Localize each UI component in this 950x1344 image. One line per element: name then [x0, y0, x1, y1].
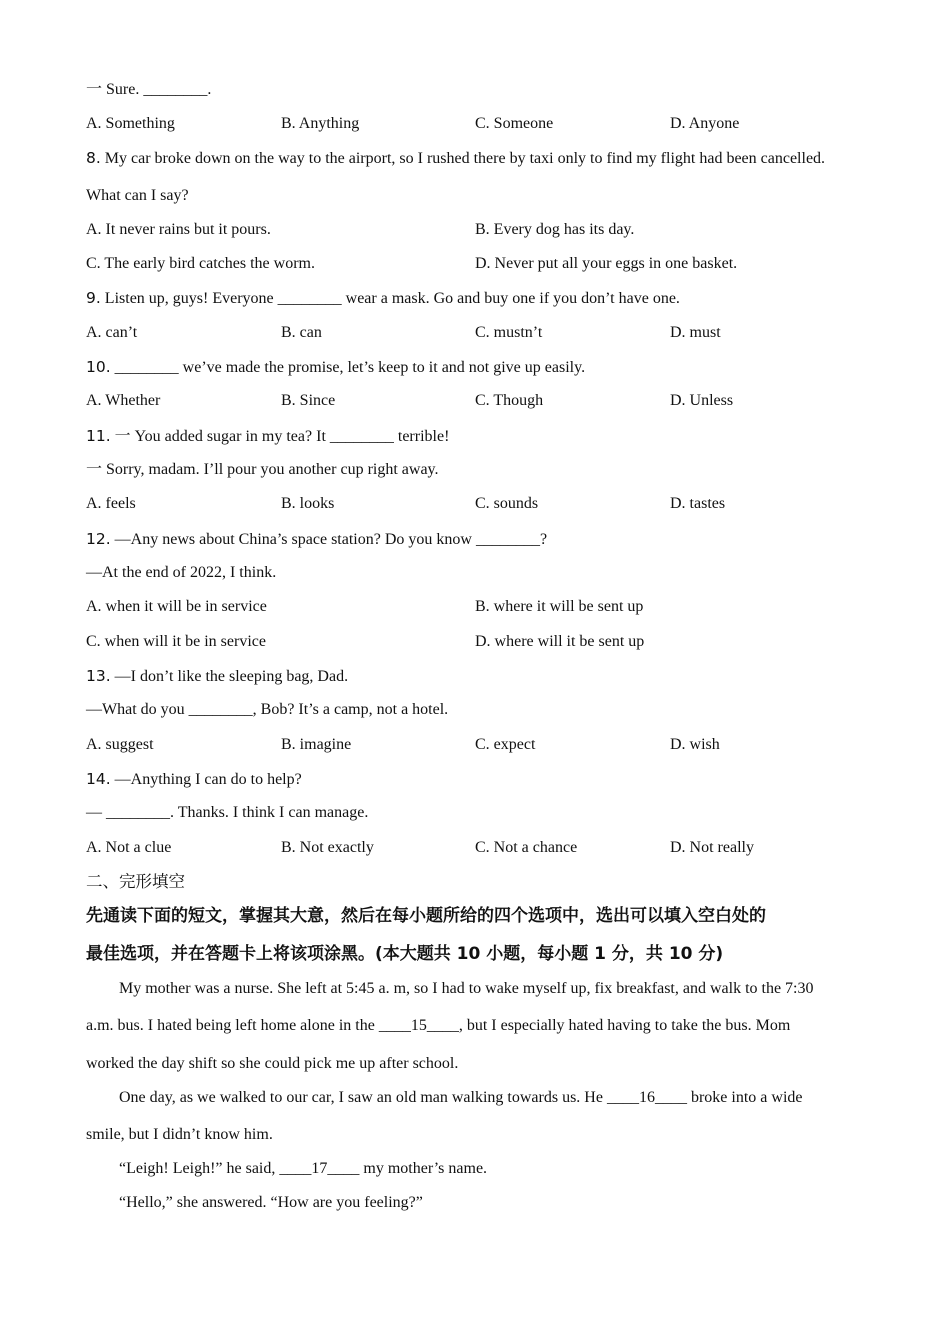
q9-option-b: B. can — [281, 324, 322, 341]
blank-15: ____15____ — [378, 1017, 459, 1034]
q9-question — [86, 287, 680, 310]
passage-text: my mother’s name. — [359, 1160, 488, 1177]
q14-number: 14. — [86, 770, 111, 788]
blank-17: ____17____ — [279, 1160, 360, 1177]
q10-number: 10. — [86, 358, 111, 376]
q12-number: 12. — [86, 530, 111, 548]
q10-option-d: D. Unless — [670, 392, 734, 409]
section-instructions-1: 先通读下面的短文，掌握其大意，然后在每小题所给的四个选项中，选出可以填入空白处的 — [86, 906, 766, 926]
q11-option-a: A. feels — [86, 495, 136, 512]
q14-text: —Anything I can do to help? — [110, 771, 302, 788]
q12-option-d: D. where will it be sent up — [475, 633, 645, 650]
q13-option-b: B. imagine — [281, 736, 352, 753]
q8-option-c: C. The early bird catches the worm. — [86, 255, 315, 272]
q10-text: ________ we’ve made the promise, let’s keep to it and not give up easily. — [110, 359, 586, 376]
q14-option-d: D. Not really — [670, 839, 754, 856]
q13-option-a: A. suggest — [86, 736, 154, 753]
q9-option-d: D. must — [670, 324, 721, 341]
q10-question — [86, 356, 585, 379]
q13-reply: —What do you ________, Bob? It’s a camp, not a hotel. — [86, 701, 449, 718]
q8-number: 8. — [86, 149, 101, 167]
q8-text-cont: What can I say? — [86, 187, 189, 204]
q10-option-b: B. Since — [281, 392, 336, 409]
q7-option-c: C. Someone — [475, 115, 554, 132]
q13-option-d: D. wish — [670, 736, 720, 753]
passage-p2-line1 — [119, 1087, 803, 1109]
q7-option-a: A. Something — [86, 115, 175, 132]
q9-number: 9. — [86, 289, 101, 307]
passage-p4: “Hello,” she answered. “How are you feeling?” — [119, 1194, 423, 1211]
q11-text: 一 You added sugar in my tea? It ________ terrible! — [110, 428, 450, 445]
q10-option-a: A. Whether — [86, 392, 161, 409]
q11-option-b: B. looks — [281, 495, 335, 512]
q12-option-a: A. when it will be in service — [86, 598, 267, 615]
q13-option-c: C. expect — [475, 736, 536, 753]
q13-text: —I don’t like the sleeping bag, Dad. — [110, 668, 349, 685]
q11-question — [86, 425, 449, 448]
section-instructions-2: 最佳选项，并在答题卡上将该项涂黑。(本大题共 10 小题，每小题 1 分，共 10 分) — [86, 944, 724, 964]
q7-option-d: D. Anyone — [670, 115, 740, 132]
q12-question — [86, 528, 547, 551]
q8-option-d: D. Never put all your eggs in one basket. — [475, 255, 738, 272]
q14-option-a: A. Not a clue — [86, 839, 172, 856]
q12-option-b: B. where it will be sent up — [475, 598, 644, 615]
q14-option-c: C. Not a chance — [475, 839, 578, 856]
passage-text: a.m. bus. I hated being left home alone in the — [86, 1017, 379, 1034]
passage-text: broke into a wide — [686, 1089, 803, 1106]
q9-text: Listen up, guys! Everyone ________ wear a mask. Go and buy one if you don’t have one. — [100, 290, 680, 307]
passage-p1-line2 — [86, 1015, 790, 1037]
passage-text: , but I especially hated having to take the bus. Mom — [458, 1017, 791, 1034]
q11-reply: 一 Sorry, madam. I’ll pour you another cup right away. — [86, 461, 439, 478]
passage-p1-line3: worked the day shift so she could pick me up after school. — [86, 1055, 459, 1072]
q12-option-c: C. when will it be in service — [86, 633, 266, 650]
passage-text: One day, as we walked to our car, I saw an old man walking towards us. He — [119, 1089, 607, 1106]
q13-question — [86, 665, 348, 688]
q8-text: My car broke down on the way to the airport, so I rushed there by taxi only to find my flight had been cancelled. — [100, 150, 826, 167]
blank-16: ____16____ — [606, 1089, 687, 1106]
q7-option-b: B. Anything — [281, 115, 360, 132]
section-title: 二、完形填空 — [86, 872, 185, 891]
passage-p3 — [119, 1158, 487, 1180]
q11-option-d: D. tastes — [670, 495, 726, 512]
q9-option-a: A. can’t — [86, 324, 138, 341]
q11-number: 11. — [86, 427, 111, 445]
q10-option-c: C. Though — [475, 392, 544, 409]
q11-option-c: C. sounds — [475, 495, 539, 512]
q14-option-b: B. Not exactly — [281, 839, 374, 856]
q13-number: 13. — [86, 667, 111, 685]
q12-reply: —At the end of 2022, I think. — [86, 564, 277, 581]
q14-reply: — ________. Thanks. I think I can manage. — [86, 804, 369, 821]
q14-question — [86, 768, 302, 791]
passage-p1-line1: My mother was a nurse. She left at 5:45 a. m, so I had to wake myself up, fix breakfast, and walk to the 7:30 — [119, 980, 814, 997]
q9-option-c: C. mustn’t — [475, 324, 543, 341]
passage-p2-line2: smile, but I didn’t know him. — [86, 1126, 273, 1143]
passage-text: “Leigh! Leigh!” he said, — [119, 1160, 280, 1177]
q8-option-a: A. It never rains but it pours. — [86, 221, 271, 238]
q8-question — [86, 147, 825, 170]
q12-text: —Any news about China’s space station? Do you know ________? — [110, 531, 548, 548]
q7-reply: 一 Sure. ________. — [86, 81, 212, 98]
q8-option-b: B. Every dog has its day. — [475, 221, 635, 238]
